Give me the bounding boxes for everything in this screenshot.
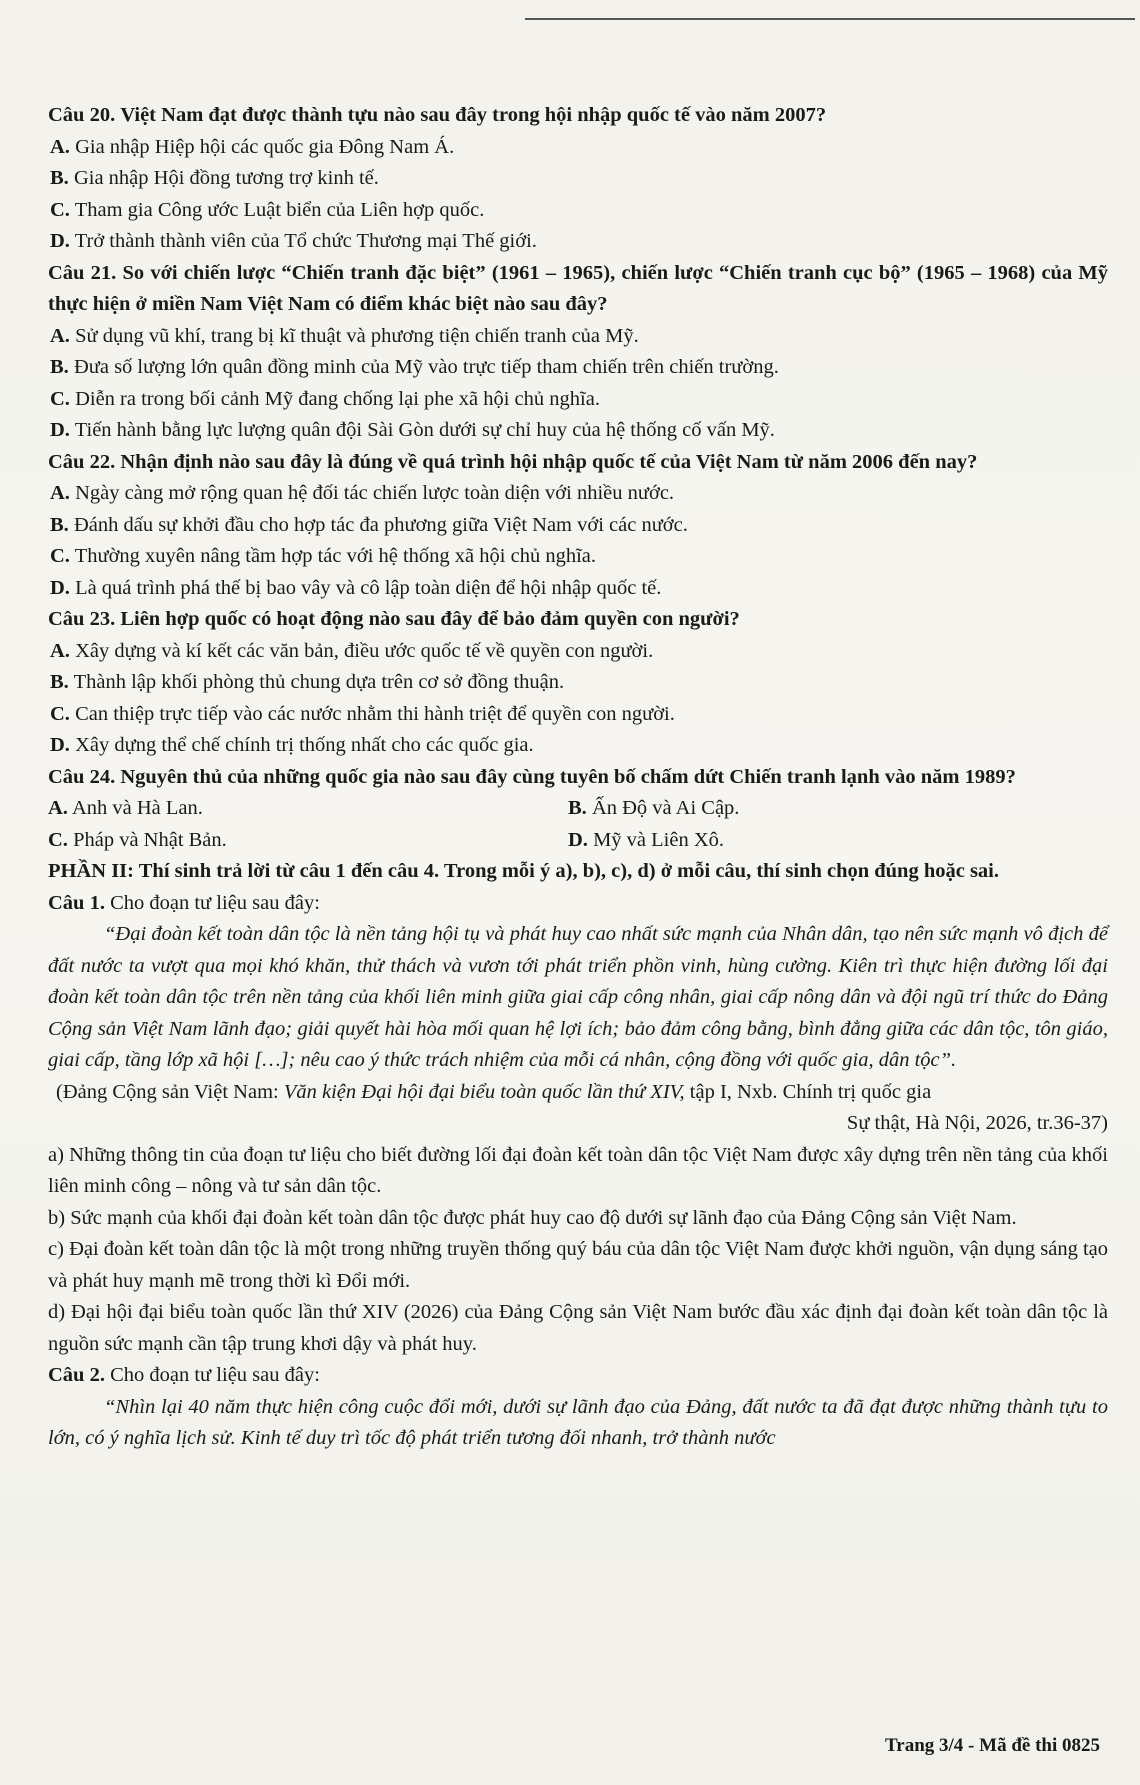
question-text: Nguyên thủ của những quốc gia nào sau đây cùng tuyên bố chấm dứt Chiến tranh lạnh vào năm 1989? (120, 765, 1016, 788)
option-letter: B. (50, 356, 69, 378)
page-footer: Trang 3/4 - Mã đề thi 0825 (885, 1735, 1100, 1756)
option-text: Xây dựng và kí kết các văn bản, điều ước quốc tế về quyền con người. (75, 639, 654, 662)
option-letter: A. (50, 324, 70, 347)
option-letter: A. (50, 639, 70, 662)
question-intro: Cho đoạn tư liệu sau đây: (110, 891, 320, 914)
option-letter: A. (50, 135, 70, 158)
option-letter: C. (50, 702, 70, 725)
option-letter: C. (50, 198, 70, 221)
option-d (48, 226, 1108, 258)
question-23 (48, 604, 1108, 636)
option-text: Gia nhập Hiệp hội các quốc gia Đông Nam Á. (75, 135, 455, 158)
exam-content (48, 100, 1108, 1455)
option-letter: C. (50, 387, 70, 410)
option-letter: D. (50, 734, 70, 756)
option-b (568, 793, 1088, 825)
source-quote: “Nhìn lại 40 năm thực hiện công cuộc đổi mới, dưới sự lãnh đạo của Đảng, đất nước ta đã đạt được những thành tựu to lớn, có ý nghĩa lịch sử. Kinh tế duy trì tốc độ phát triển tương đối nhanh, trở thành nước (48, 1395, 1108, 1449)
option-b (48, 352, 1108, 384)
option-b (48, 667, 1108, 699)
option-letter: C. (50, 545, 70, 567)
option-letter: B. (50, 167, 69, 189)
option-text: Tham gia Công ước Luật biển của Liên hợp quốc. (74, 198, 485, 221)
part-2-heading: PHẦN II: Thí sinh trả lời từ câu 1 đến câu 4. Trong mỗi ý a), b), c), d) ở mỗi câu, thí sinh chọn đúng hoặc sai. (48, 860, 999, 882)
question-label: Câu 24. (48, 765, 116, 788)
option-text: Mỹ và Liên Xô. (593, 828, 725, 851)
option-text: Xây dựng thể chế chính trị thống nhất cho các quốc gia. (75, 734, 534, 756)
option-a (48, 321, 1108, 353)
option-c (48, 699, 1108, 731)
option-a (48, 478, 1108, 510)
option-a (48, 636, 1108, 668)
option-letter: D. (50, 576, 70, 599)
source-quote: “Đại đoàn kết toàn dân tộc là nền tảng hội tụ và phát huy cao nhất sức mạnh của Nhân dân, tạo nên sức mạnh vô địch để đất nước ta vượt qua mọi khó khăn, thử thách và vươn tới phát triển phồn vinh, hùng cường. Kiên trì thực hiện đường lối đại đoàn kết toàn dân tộc trên nền tảng của khối liên minh giữa giai cấp công nhân, giai cấp nông dân và đội ngũ trí thức do Đảng Cộng sản Việt Nam lãnh đạo; giải quyết hài hòa mối quan hệ lợi ích; bảo đảm công bằng, bình đẳng giữa các dân tộc, tôn giáo, giai cấp, tầng lớp xã hội […]; nêu cao ý thức trách nhiệm của mỗi cá nhân, cộng đồng với quốc gia, dân tộc”. (48, 923, 1108, 1071)
option-c (48, 541, 1108, 573)
option-text: Tiến hành bằng lực lượng quân đội Sài Gòn dưới sự chỉ huy của hệ thống cố vấn Mỹ. (74, 419, 775, 441)
option-b (48, 510, 1108, 542)
question-20 (48, 100, 1108, 132)
option-a (48, 793, 568, 825)
option-text: Ngày càng mở rộng quan hệ đối tác chiến lược toàn diện với nhiều nước. (75, 482, 675, 504)
statement-b: b) Sức mạnh của khối đại đoàn kết toàn dân tộc được phát huy cao độ dưới sự lãnh đạo của Đảng Cộng sản Việt Nam. (48, 1206, 1017, 1229)
option-d (568, 825, 1088, 857)
option-letter: D. (50, 419, 70, 441)
part2-question-1 (48, 888, 1108, 920)
option-text: Đưa số lượng lớn quân đồng minh của Mỹ vào trực tiếp tham chiến trên chiến trường. (73, 356, 779, 378)
option-text: Diễn ra trong bối cảnh Mỹ đang chống lại phe xã hội chủ nghĩa. (75, 387, 600, 410)
question-24 (48, 762, 1108, 794)
option-letter: A. (50, 482, 70, 504)
question-label: Câu 1. (48, 891, 105, 914)
option-c (48, 825, 568, 857)
part2-question-2 (48, 1360, 1108, 1392)
question-label: Câu 20. (48, 104, 116, 126)
option-d (48, 573, 1108, 605)
option-text: Là quá trình phá thế bị bao vây và cô lập toàn diện để hội nhập quốc tế. (75, 576, 662, 599)
option-text: Can thiệp trực tiếp vào các nước nhằm thi hành triệt để quyền con người. (75, 702, 675, 725)
option-letter: D. (568, 828, 588, 851)
option-text: Thường xuyên nâng tầm hợp tác với hệ thống xã hội chủ nghĩa. (74, 545, 596, 567)
option-letter: B. (50, 671, 69, 693)
question-label: Câu 22. (48, 450, 116, 473)
option-letter: D. (50, 230, 70, 252)
option-b (48, 163, 1108, 195)
question-text: Việt Nam đạt được thành tựu nào sau đây trong hội nhập quốc tế vào năm 2007? (120, 104, 827, 126)
option-d (48, 730, 1108, 762)
option-text: Gia nhập Hội đồng tương trợ kinh tế. (73, 167, 379, 189)
question-22 (48, 447, 1108, 479)
option-letter: C. (48, 828, 68, 851)
question-text: Nhận định nào sau đây là đúng về quá trình hội nhập quốc tế của Việt Nam từ năm 2006 đến nay? (120, 450, 978, 473)
citation-text: tập I, Nxb. Chính trị quốc gia (684, 1080, 932, 1103)
option-text: Pháp và Nhật Bản. (73, 828, 227, 851)
source-citation (48, 1077, 1108, 1109)
option-text: Trở thành thành viên của Tổ chức Thương mại Thế giới. (74, 230, 537, 252)
option-text: Sử dụng vũ khí, trang bị kĩ thuật và phương tiện chiến tranh của Mỹ. (75, 324, 639, 347)
source-citation-end: Sự thật, Hà Nội, 2026, tr.36-37) (846, 1112, 1108, 1134)
question-label: Câu 2. (48, 1364, 105, 1386)
question-text: So với chiến lược “Chiến tranh đặc biệt” (1961 – 1965), chiến lược “Chiến tranh cục bộ” (1965 – 1968) của Mỹ thực hiện ở miền Nam Việt Nam có điểm khác biệt nào sau đây? (48, 261, 1108, 315)
option-text: Đánh dấu sự khởi đầu cho hợp tác đa phương giữa Việt Nam với các nước. (73, 513, 688, 536)
question-intro: Cho đoạn tư liệu sau đây: (110, 1364, 320, 1386)
question-label: Câu 23. (48, 608, 116, 630)
top-divider (525, 18, 1135, 20)
statement-a: a) Những thông tin của đoạn tư liệu cho biết đường lối đại đoàn kết toàn dân tộc Việt Nam được xây dựng trên nền tảng của khối liên minh công – nông và tư sản dân tộc. (48, 1143, 1108, 1197)
option-a (48, 132, 1108, 164)
statement-c: c) Đại đoàn kết toàn dân tộc là một trong những truyền thống quý báu của dân tộc Việt Nam được khởi nguồn, vận dụng sáng tạo và phát huy mạnh mẽ trong thời kì Đổi mới. (48, 1238, 1108, 1292)
option-c (48, 384, 1108, 416)
options-row-2 (48, 825, 1108, 857)
option-letter: B. (50, 513, 69, 536)
option-letter: B. (568, 797, 587, 819)
option-text: Ấn Độ và Ai Cập. (591, 797, 740, 819)
citation-text: (Đảng Cộng sản Việt Nam: (56, 1080, 284, 1103)
options-row-1 (48, 793, 1108, 825)
question-label: Câu 21. (48, 261, 117, 284)
question-text: Liên hợp quốc có hoạt động nào sau đây để bảo đảm quyền con người? (120, 608, 740, 630)
question-21 (48, 258, 1108, 321)
option-d (48, 415, 1108, 447)
option-text: Thành lập khối phòng thủ chung dựa trên cơ sở đồng thuận. (73, 671, 565, 693)
citation-title: Văn kiện Đại hội đại biểu toàn quốc lần thứ XIV, (283, 1080, 685, 1103)
option-letter: A. (48, 797, 68, 819)
option-c (48, 195, 1108, 227)
statement-d: d) Đại hội đại biểu toàn quốc lần thứ XIV (2026) của Đảng Cộng sản Việt Nam bước đầu xác định đại đoàn kết toàn dân tộc là nguồn sức mạnh cần tập trung khơi dậy và phát huy. (48, 1301, 1108, 1355)
option-text: Anh và Hà Lan. (71, 797, 203, 819)
